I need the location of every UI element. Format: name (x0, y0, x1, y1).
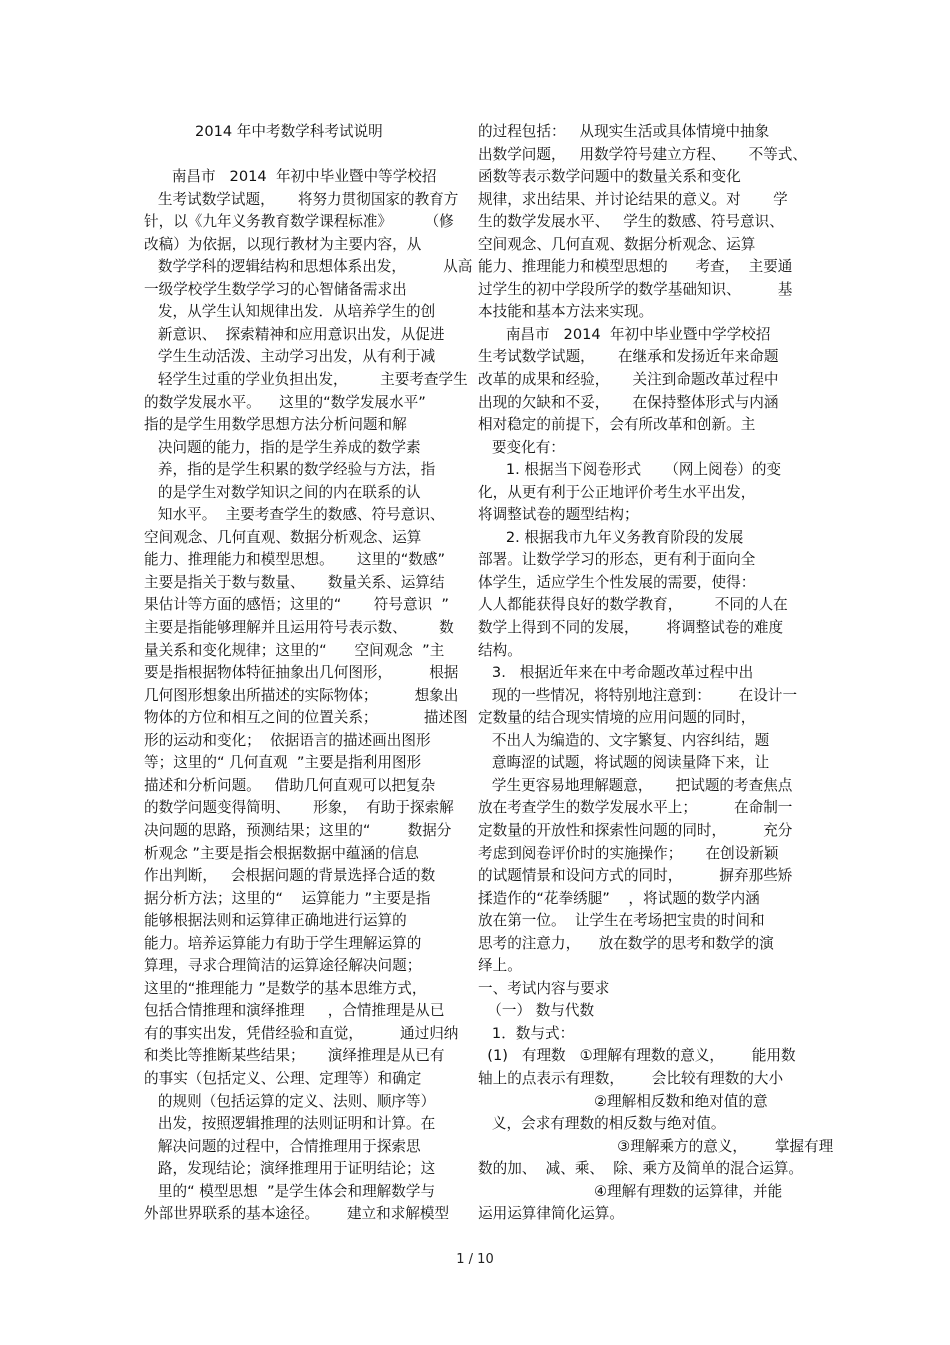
text-line: 能力、推理能力和模型思想。 这里的“数感” (144, 551, 446, 569)
text-line: 绎上。 (478, 957, 522, 975)
text-line: 的数学发展水平。 这里的“数学发展水平” (144, 393, 426, 411)
text-line: 和类比等推断某些结果； 演绎推理是从已有 (144, 1047, 445, 1065)
text-line: 出现的欠缺和不妥， 在保持整体形式与内涵 (478, 393, 779, 411)
text-line: 析观念 ”主要是指会根据数据中蕴涵的信息 (144, 844, 419, 862)
text-line: 思考的注意力， 放在数学的思考和数学的演 (478, 934, 774, 952)
text-line: 描述和分析问题。 借助几何直观可以把复杂 (144, 776, 436, 794)
text-line: 这里的“推理能力 ”是数学的基本思维方式， (144, 979, 427, 997)
text-line: 的试题情景和设问方式的同时， 摒弃那些矫 (478, 867, 793, 885)
text-line (144, 144, 462, 167)
text-line: 出发，按照逻辑推理的法则证明和计算。在 (144, 1115, 436, 1133)
text-line: 数学上得到不同的发展， 将调整试卷的难度 (478, 619, 784, 637)
text-line: 改稿）为依据，以现行教材为主要内容，从 (144, 235, 422, 253)
text-line: 要是指根据物体特征抽象出几何图形， 根据 (144, 664, 459, 682)
text-line: 揉造作的“花拳绣腿” ，将试题的数学内涵 (478, 889, 760, 907)
text-line: 3. 根据近年来在中考命题改革过程中出 (478, 664, 754, 682)
text-line: 的数学问题变得简明、 形象， 有助于探索解 (144, 799, 454, 817)
text-line: 运用运算律简化运算。 (478, 1205, 624, 1223)
text-line: 数学学科的逻辑结构和思想体系出发， 从高 (144, 258, 473, 276)
text-line: 部署。让数学学习的形态，更有利于面向全 (478, 551, 756, 569)
text-line: 化，从更有利于公正地评价考生水平出发， (478, 483, 756, 501)
text-line: 生考试数学试题， 在继承和发扬近年来命题 (478, 348, 779, 366)
text-line: 决问题的能力，指的是学生养成的数学素 (144, 438, 421, 456)
text-line: 意晦涩的试题，将试题的阅读量降下来，让 (478, 754, 770, 772)
text-line: 主要是指能够理解并且运用符号表示数、 数 (144, 619, 454, 637)
text-line: 能够根据法则和运算律正确地进行运算的 (144, 912, 407, 930)
text-line: 体学生，适应学生个性发展的需要，使得： (478, 573, 756, 591)
text-line: 的过程包括： 从现实生活或具体情境中抽象 (478, 123, 770, 140)
text-line: 发，从学生认知规律出发．从培养学生的创 (144, 303, 436, 321)
text-line: 学生生动活泼、主动学习出发，从有利于减 (144, 348, 436, 366)
text-line: ④理解有理数的运算律，并能 (478, 1182, 783, 1200)
text-line: 据分析方法；这里的“ 运算能力 ”主要是指 (144, 889, 431, 907)
page-number: 1 / 10 (456, 1252, 494, 1267)
text-line: 要变化有： (478, 438, 565, 456)
text-line: 人人都能获得良好的数学教育， 不同的人在 (478, 596, 788, 614)
text-line: 2. 根据我市九年义务教育阶段的发展 (478, 528, 744, 546)
text-line: 学生更容易地理解题意， 把试题的考查焦点 (478, 776, 793, 794)
text-line: 等；这里的“ 几何直观 ”主要是指利用图形 (144, 754, 422, 772)
text-line: 一级学校学生数学学习的心智储备需求出 (144, 280, 407, 298)
text-line: ②理解相反数和绝对值的意 (478, 1092, 768, 1110)
text-line: 包括合情推理和演绎推理 ，合情推理是从已 (144, 1002, 445, 1020)
text-line: 决问题的思路，预测结果；这里的“ 数据分 (144, 821, 452, 839)
text-line: 放在第一位。 让学生在考场把宝贵的时间和 (478, 912, 765, 930)
text-line: 果估计等方面的感悟；这里的“ 符号意识 ” (144, 596, 449, 614)
text-line: ③理解乘方的意义， 掌握有理 (478, 1137, 834, 1155)
text-line: 外部世界联系的基本途径。 建立和求解模型 (144, 1205, 450, 1223)
text-line: 函数等表示数学问题中的数量关系和变化 (478, 168, 741, 186)
text-line: 南昌市 2014 年初中毕业暨中学学校招 (478, 325, 771, 343)
text-line: 的规则（包括运算的定义、法则、顺序等） (144, 1092, 436, 1110)
text-line: 结构。 (478, 641, 522, 659)
text-line: 放在考查学生的数学发展水平上； 在命制一 (478, 799, 793, 817)
text-line: 路，发现结论；演绎推理用于证明结论；这 (144, 1160, 436, 1178)
text-line: 空间观念、几何直观、数据分析观念、运算 (478, 235, 756, 253)
text-line: 空间观念、几何直观、数据分析观念、运算 (144, 528, 422, 546)
text-line: 主要是指关于数与数量、 数量关系、运算结 (144, 573, 445, 591)
text-line: 指的是学生用数学思想方法分析问题和解 (144, 416, 407, 434)
text-line: 轻学生过重的学业负担出发， 主要考查学生 (144, 371, 468, 389)
text-line: 里的“ 模型思想 ”是学生体会和理解数学与 (144, 1182, 436, 1200)
text-line: 不出人为编造的、文字繁复、内容纠结，题 (478, 731, 770, 749)
text-line: 相对稳定的前提下，会有所改革和创新。主 (478, 416, 756, 434)
text-line: (1) 有理数 ①理解有理数的意义， 能用数 (478, 1047, 796, 1065)
text-line: 生的数学发展水平、 学生的数感、符号意识、 (478, 213, 784, 231)
text-line: 量关系和变化规律；这里的“ 空间观念 ”主 (144, 641, 445, 659)
text-line: 将调整试卷的题型结构； (478, 506, 639, 524)
text-line: 1．数与式： (478, 1024, 575, 1042)
text-line: 1. 根据当下阅卷形式 （网上阅卷）的变 (478, 461, 782, 479)
text-line: 出数学问题， 用数学符号建立方程、 不等式、 (478, 145, 807, 163)
text-line: 考虑到阅卷评价时的实施操作； 在创设新颖 (478, 844, 779, 862)
text-line: 过学生的初中学段所学的数学基础知识、 基 (478, 280, 793, 298)
text-line: 针，以《九年义务教育数学课程标准》 （修 (144, 213, 454, 231)
text-line: 形的运动和变化； 依据语言的描述画出图形 (144, 731, 431, 749)
text-line: 解决问题的过程中，合情推理用于探索思 (144, 1137, 421, 1155)
text-line: 的是学生对数学知识之间的内在联系的认 (144, 483, 421, 501)
text-line: 轴上的点表示有理数， 会比较有理数的大小 (478, 1069, 784, 1087)
text-line: 本技能和基本方法来实现。 (478, 303, 654, 321)
text-line: 定数量的结合现实情境的应用问题的同时， (478, 709, 756, 727)
text-line: 义，会求有理数的相反数与绝对值。 (478, 1115, 726, 1133)
text-line: 能力、推理能力和模型思想的 考查， 主要通 (478, 258, 793, 276)
document-title: 2014 年中考数学科考试说明 (144, 123, 383, 140)
text-line: 物体的方位和相互之间的位置关系； 描述图 (144, 709, 468, 727)
left-column (144, 121, 473, 1226)
text-line: 规律，求出结果、并讨论结果的意义。对 学 (478, 190, 788, 208)
text-line: 算理，寻求合理简洁的运算途径解决问题； (144, 957, 422, 975)
text-line: 南昌市 2014 年初中毕业暨中等学校招 (144, 168, 437, 186)
text-line: 新意识、 探索精神和应用意识出发，从促进 (144, 325, 445, 343)
text-line: 能力。培养运算能力有助于学生理解运算的 (144, 934, 422, 952)
text-line: 有的事实出发，凭借经验和直觉， 通过归纳 (144, 1024, 459, 1042)
text-line: 几何图形想象出所描述的实际物体； 想象出 (144, 686, 459, 704)
text-line: 一、考试内容与要求 (478, 979, 610, 997)
text-line: （一） 数与代数 (478, 1002, 595, 1020)
text-line: 改革的成果和经验， 关注到命题改革过程中 (478, 371, 779, 389)
text-line: 的事实（包括定义、公理、定理等）和确定 (144, 1069, 422, 1087)
text-line: 养，指的是学生积累的数学经验与方法，指 (144, 461, 436, 479)
text-line: 定数量的开放性和探索性问题的同时， 充分 (478, 821, 793, 839)
text-line: 知水平。 主要考查学生的数感、符号意识、 (144, 506, 445, 524)
right-column (478, 121, 834, 1226)
text-line: 现的一些情况，将特别地注意到： 在设计一 (478, 686, 798, 704)
text-line: 数的加、 减、乘、 除、乘方及简单的混合运算。 (478, 1160, 804, 1178)
text-line: 作出判断， 会根据问题的背景选择合适的数 (144, 867, 436, 885)
text-line: 生考试数学试题， 将努力贯彻国家的教育方 (144, 190, 459, 208)
